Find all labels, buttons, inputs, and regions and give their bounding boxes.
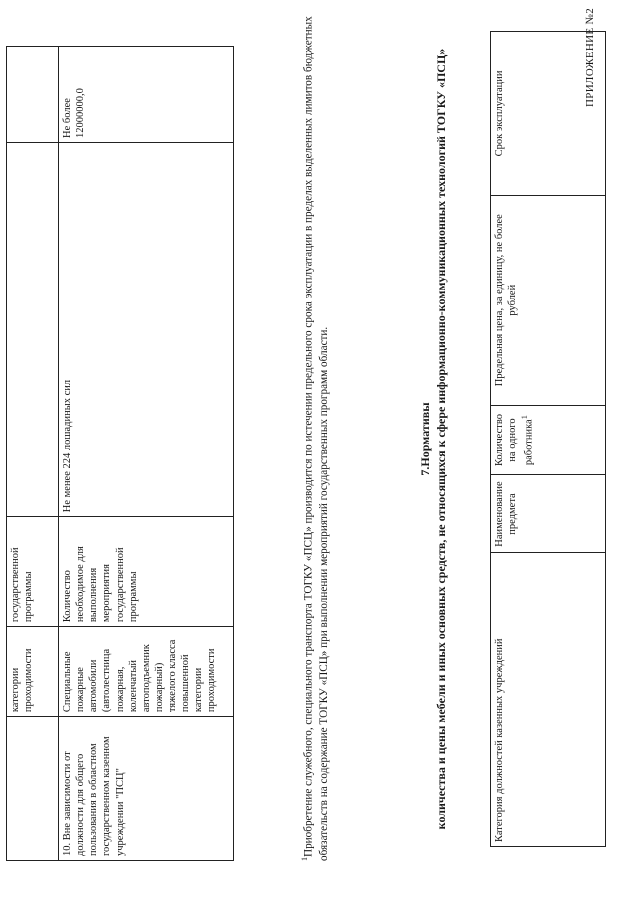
table-cell: Специальные пожарные автомобили (автолестница пожарная, коленчатый автоподъемник пожарный) тяжелого класса повышенной категории проходимости xyxy=(59,627,234,717)
footnote-text: Приобретение служебного, специального транспорта ТОГКУ «ПСЦ» производится по истечении предельного срока эксплуатации в пределах выделенных лимитов бюджетных обязательств на содержание ТОГКУ «ПСЦ» при выполнении мероприятий государственных программ области. xyxy=(302,16,330,861)
table-cell: государственной программы xyxy=(7,517,59,627)
table-cell: 10. Вне зависимости от должности для общего пользования в областном государственном казенном учреждении "ПСЦ" xyxy=(59,717,234,861)
table-cell xyxy=(7,47,59,143)
column-header: Категория должностей казенных учреждений xyxy=(491,553,606,847)
table-cell: Количество необходимое для выполнения мероприятия государственной программы xyxy=(59,517,234,627)
table-row xyxy=(59,47,234,861)
column-header: Наименование предмета xyxy=(491,475,606,553)
table-row xyxy=(7,47,59,861)
table-cell: Не более 12000000,0 xyxy=(59,47,234,143)
footnote xyxy=(300,1,332,861)
footnote-marker: 1 xyxy=(300,857,309,861)
column-header: Количество на одного работника$^1$ xyxy=(491,405,606,475)
section-title xyxy=(418,9,449,869)
section-subtitle: количества и цены мебели и иных основных средств, не относящихся к сфере информационно-коммуникационных технологий ТОГКУ «ПСЦ» xyxy=(433,48,448,830)
appendix-label: ПРИЛОЖЕНИЕ №2 xyxy=(584,8,596,107)
table-header-row xyxy=(491,32,606,847)
table-cell xyxy=(7,142,59,516)
vehicle-norms-table xyxy=(6,46,234,861)
count-marker: 1 xyxy=(519,414,530,420)
furniture-norms-table xyxy=(490,31,606,847)
column-header: Предельная цена, за единицу, не более рублей xyxy=(491,195,606,405)
column-header: Срок эксплуатации xyxy=(491,32,606,196)
table-cell xyxy=(7,717,59,861)
section-number-title: 7.Нормативы xyxy=(418,402,432,476)
table-cell: категории проходимости xyxy=(7,627,59,717)
table-cell: Не менее 224 лошадиных сил xyxy=(59,142,234,516)
